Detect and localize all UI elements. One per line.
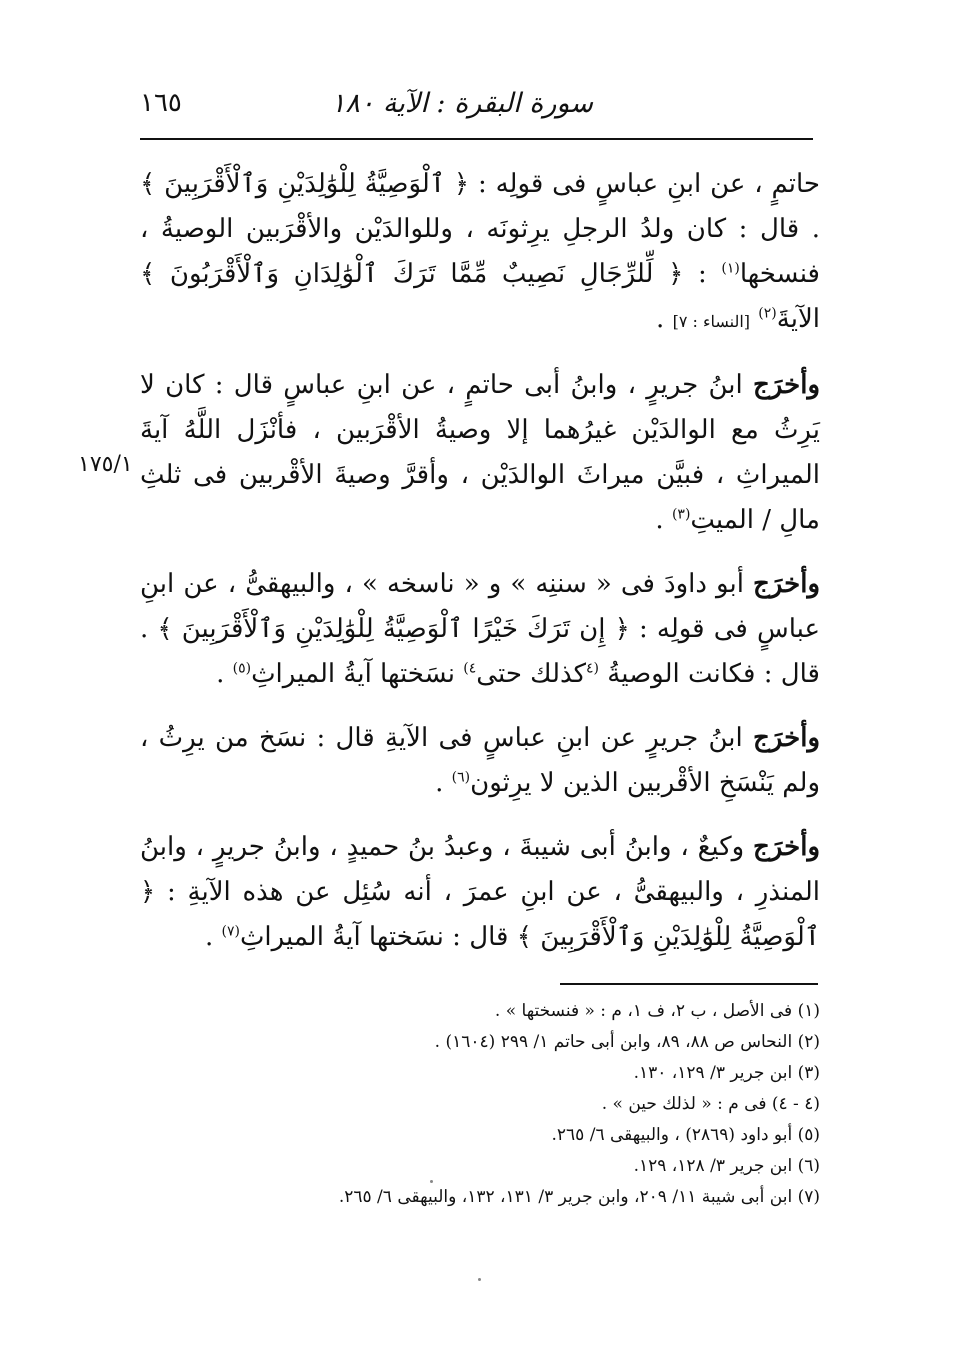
- paragraph-text: : ﴿ لِّلرِّجَالِ نَصِيبٌ مِّمَّا تَرَكَ ٱلْوَٰلِدَانِ وَٱلْأَقْرَبُونَ ﴾ الآيةَ: [140, 259, 820, 334]
- margin-reference: ١٧٥/١: [78, 452, 133, 477]
- header-rule: [140, 138, 813, 140]
- paragraph-text: أبو داودَ فى « سننِه » و « ناسخه » ، والبيهقىُّ ، عن ابنِ عباسٍ فى قولِه : ﴿ إِن تَرَكَ خَيْرًا ٱلْوَصِيَّةُ لِلْوَٰلِدَيْنِ وَٱلْأَقْرَبِينَ ﴾ . قال : فكانت الوصيةُ: [140, 569, 820, 689]
- paragraph-lead: وأخرَج: [753, 370, 820, 400]
- paragraph-tail: .: [655, 505, 672, 535]
- footnote-rule: [560, 983, 818, 985]
- paragraph-tail: .: [204, 922, 222, 952]
- paragraph-tail: .: [216, 659, 233, 689]
- paragraph-3: [140, 562, 820, 697]
- paragraph-lead: وأخرَج: [753, 569, 820, 599]
- footnote-1: (١) فى الأصل ، ب ٢، ف ١، م : « فنسختها » .: [494, 1001, 820, 1021]
- paragraph-2: [140, 363, 820, 543]
- footnote-marker: (٥): [232, 660, 252, 677]
- footnote-2: (٢) النحاس ص ٨٨، ٨٩، وابن أبى حاتم ١/ ٢٩٩ (١٦٠٤) .: [434, 1032, 820, 1052]
- scan-speck: [478, 1278, 481, 1281]
- footnote-marker: (٦): [451, 769, 471, 786]
- paragraph-text: حاتمٍ ، عن ابنِ عباسٍ فى قولِه : ﴿ ٱلْوَصِيَّةُ لِلْوَٰلِدَيْنِ وَٱلْأَقْرَبِينَ ﴾ . قال : كان ولدُ الرجلِ يرِثونَه ، وللوالدَيْن والأقْرَبين الوصيةُ ، فنسخها: [140, 169, 820, 289]
- quran-citation: [النساء : ٧]: [672, 312, 751, 331]
- footnote-5: (٥) أبو داود (٢٨٦٩) ، والبيهقى ٦/ ٢٦٥.: [551, 1125, 820, 1145]
- paragraph-text: وكيعٌ ، وابنُ أبى شيبةَ ، وعبدُ بنُ حميدٍ ، وابنُ جريرٍ ، وابنُ المنذرِ ، والبيهقىُّ ، عن ابنِ عمرَ ، أنه سُئِل عن هذه الآيةِ : ﴿ ٱلْوَصِيَّةُ لِلْوَٰلِدَيْنِ وَٱلْأَقْرَبِينَ ﴾ قال : نسَختها آيةُ الميراثِ: [140, 832, 820, 952]
- page-header: [140, 88, 813, 134]
- paragraph-1: [140, 162, 820, 344]
- paragraph-tail: .: [656, 304, 673, 334]
- paragraph-text: ابنُ جريرٍ ، وابنُ أبى حاتمٍ ، عن ابنِ عباسٍ قال : كان لا يَرِثُ مع الوالدَيْن غيرُهما إلا وصيةُ الأقْرَبين ، فأنْزَل اللَّهُ آيةَ الميراثِ ، فبيَّن ميراثَ الوالدَيْن ، وأقرَّ وصيةَ الأقْربين فى ثلثِ مالِ / الميتِ: [140, 370, 820, 535]
- paragraph-4: [140, 716, 820, 806]
- footnote-4: (٤ - ٤) فى م : « لذلك حين » .: [601, 1094, 820, 1114]
- main-text: [140, 162, 820, 979]
- paragraph-lead: وأخرَج: [753, 832, 820, 862]
- footnote-marker: ٤): [463, 660, 477, 677]
- footnote-6: (٦) ابن جرير ٣/ ١٢٨، ١٢٩.: [633, 1156, 820, 1176]
- footnote-marker: (١): [721, 260, 740, 277]
- footnote-marker: (٧): [221, 923, 240, 940]
- footnote-marker: (٤: [586, 660, 600, 677]
- page-number: ١٦٥: [140, 88, 182, 118]
- paragraph-text: كذلك حتى: [476, 659, 587, 689]
- paragraph-5: [140, 825, 820, 960]
- footnote-marker: (٣): [671, 506, 691, 523]
- footnotes: [140, 996, 820, 1213]
- paragraph-text: ابنُ جريرٍ عن ابنِ عباسٍ فى الآيةِ قال : نسَخ من يرِثُ ، ولم يَنْسَخِ الأقْربين الذين لا يرِثون: [140, 723, 820, 798]
- footnote-3: (٣) ابن جرير ٣/ ١٢٩، ١٣٠.: [633, 1063, 820, 1083]
- paragraph-lead: وأخرَج: [753, 723, 820, 753]
- paragraph-tail: .: [435, 768, 452, 798]
- running-title: سورة البقرة : الآية ١٨٠: [330, 88, 593, 119]
- scan-speck: [430, 1180, 433, 1183]
- paragraph-text: نسَختها آيةُ الميراثِ: [251, 659, 464, 689]
- footnote-marker: (٢): [758, 305, 777, 322]
- footnote-7: (٧) ابن أبى شيبة ١١/ ٢٠٩، وابن جرير ٣/ ١٣١، ١٣٢، والبيهقى ٦/ ٢٦٥.: [338, 1187, 820, 1207]
